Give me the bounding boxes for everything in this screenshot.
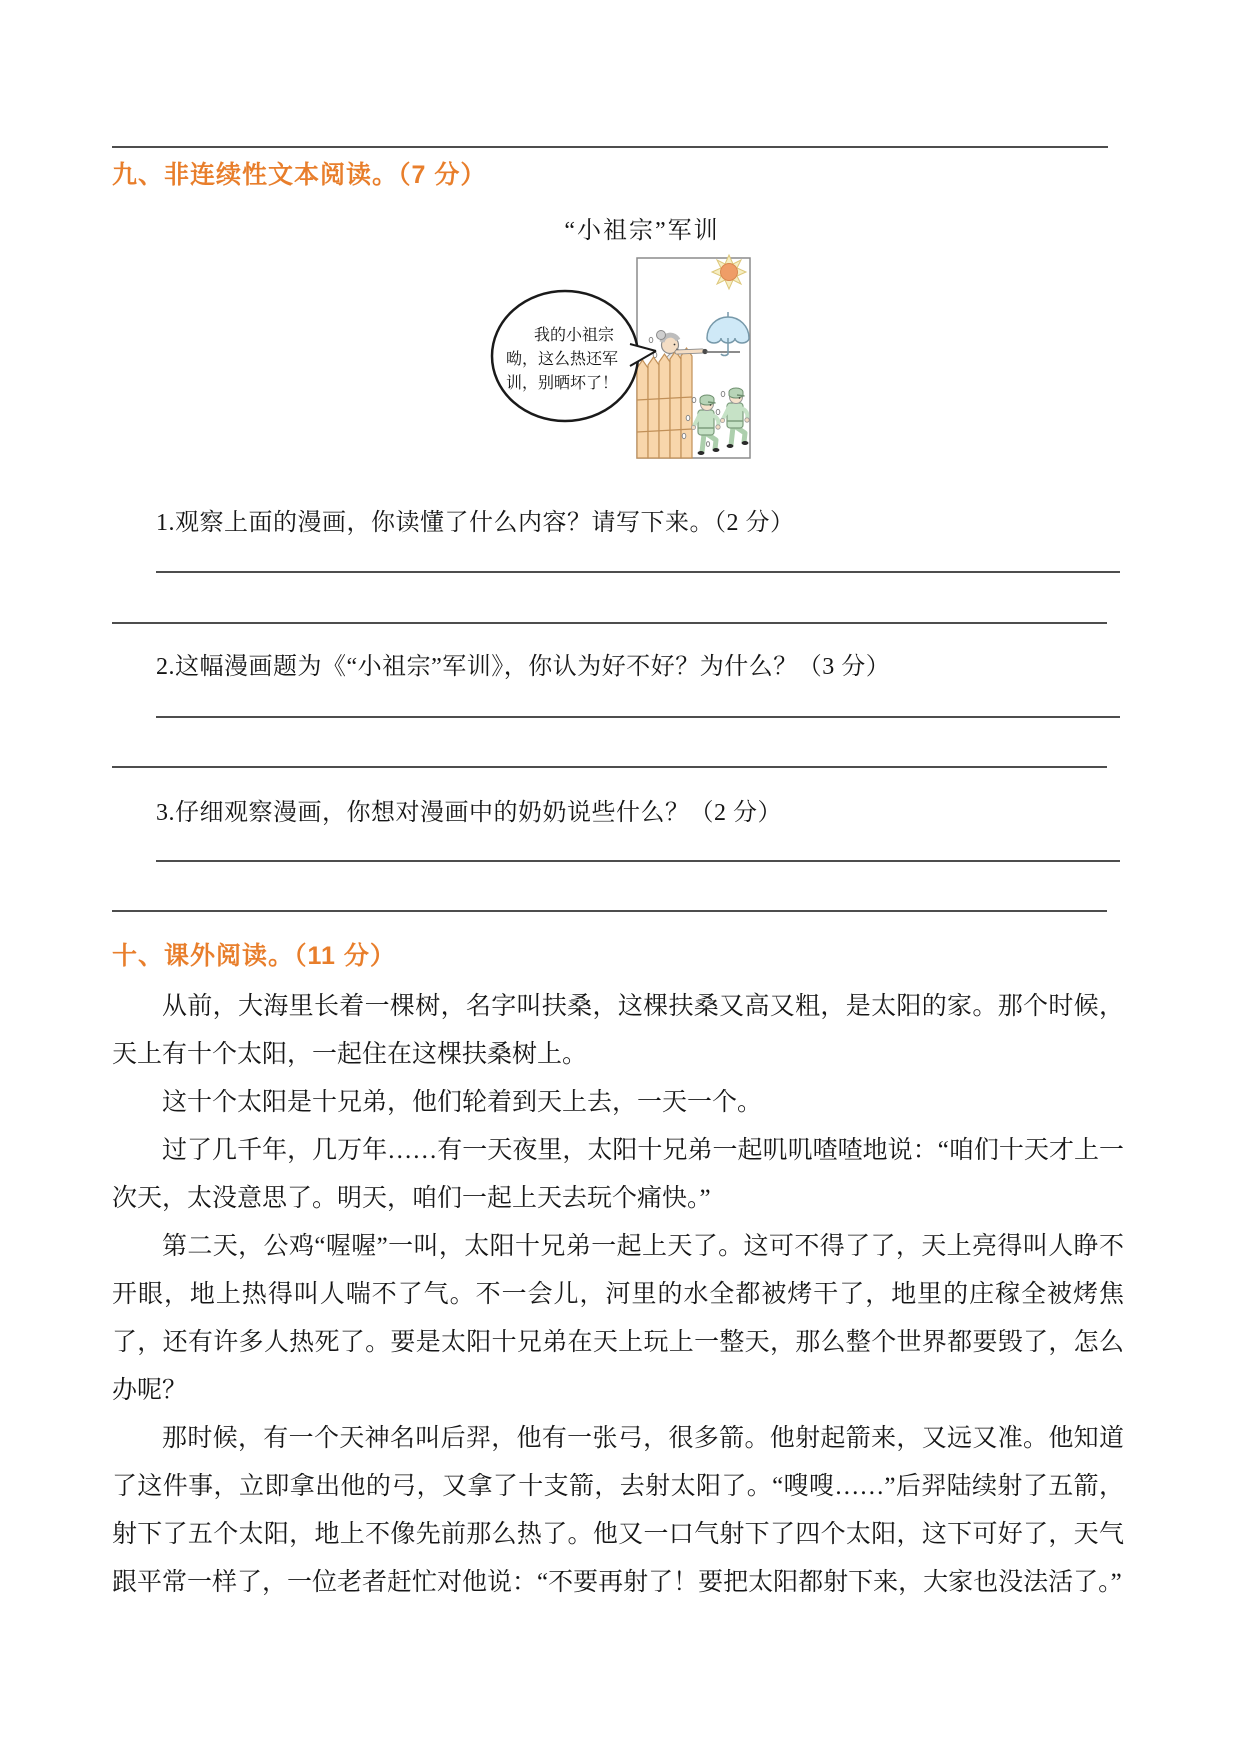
bubble-line-3: 训，别晒坏了！ [505,375,619,392]
question-3: 3.仔细观察漫画，你想对漫画中的奶奶说些什么？（2 分） [156,800,782,826]
bubble-line-2: 呦，这么热还军 [505,351,619,368]
answer-line [112,766,1107,768]
section-10-heading: 十、课外阅读。（11 分） [112,942,396,970]
answer-line [112,910,1107,912]
passage-paragraph: 第二天，公鸡“喔喔”一叫，太阳十兄弟一起上天了。这可不得了了，天上亮得叫人睁不开眼，地上热得叫人喘不了气。不一会儿，河里的水全都被烤干了，地里的庄稼全被烤焦了，还有许多人热死了。要是太阳十兄弟在天上玩上一整天，那么整个世界都要毁了，怎么办呢？ [112,1233,1124,1404]
section-9-heading: 九、非连续性文本阅读。（7 分） [112,161,487,189]
answer-line [112,622,1107,624]
answer-line [156,860,1120,862]
passage-paragraph: 这十个太阳是十兄弟，他们轮着到天上去，一天一个。 [162,1089,763,1116]
bubble-line-1: 我的小祖宗 [533,327,615,344]
answer-line [112,146,1108,148]
answer-line [156,716,1120,718]
answer-line [156,571,1120,573]
question-1: 1.观察上面的漫画，你读懂了什么内容？请写下来。（2 分） [156,510,795,536]
comic-sun [712,255,746,289]
comic-speech-bubble [492,291,656,421]
passage-paragraph: 那时候，有一个天神名叫后羿，他有一张弓，很多箭。他射起箭来，又远又准。他知道了这件事，立即拿出他的弓，又拿了十支箭，去射太阳了。“嗖嗖……”后羿陆续射了五箭，射下了五个太阳，地上不像先前那么热了。他又一口气射下了四个太阳，这下可好了，天气跟平常一样了，一位老者赶忙对他说：“不要再射了！要把太阳都射下来，大家也没法活了。” [112,1425,1124,1596]
reading-passage [112,983,1124,1607]
comic-title: “小祖宗”军训 [564,218,720,244]
passage-paragraph: 过了几千年，几万年……有一天夜里，太阳十兄弟一起叽叽喳喳地说：“咱们十天才上一次天，太没意思了。明天，咱们一起上天去玩个痛快。” [112,1137,1124,1212]
passage-paragraph: 从前，大海里长着一棵树，名字叫扶桑，这棵扶桑又高又粗，是太阳的家。那个时候，天上有十个太阳，一起住在这棵扶桑树上。 [112,993,1124,1068]
question-2: 2.这幅漫画题为《“小祖宗”军训》，你认为好不好？为什么？（3 分） [156,654,891,680]
comic-illustration [480,248,765,468]
comic-fence [637,348,692,458]
